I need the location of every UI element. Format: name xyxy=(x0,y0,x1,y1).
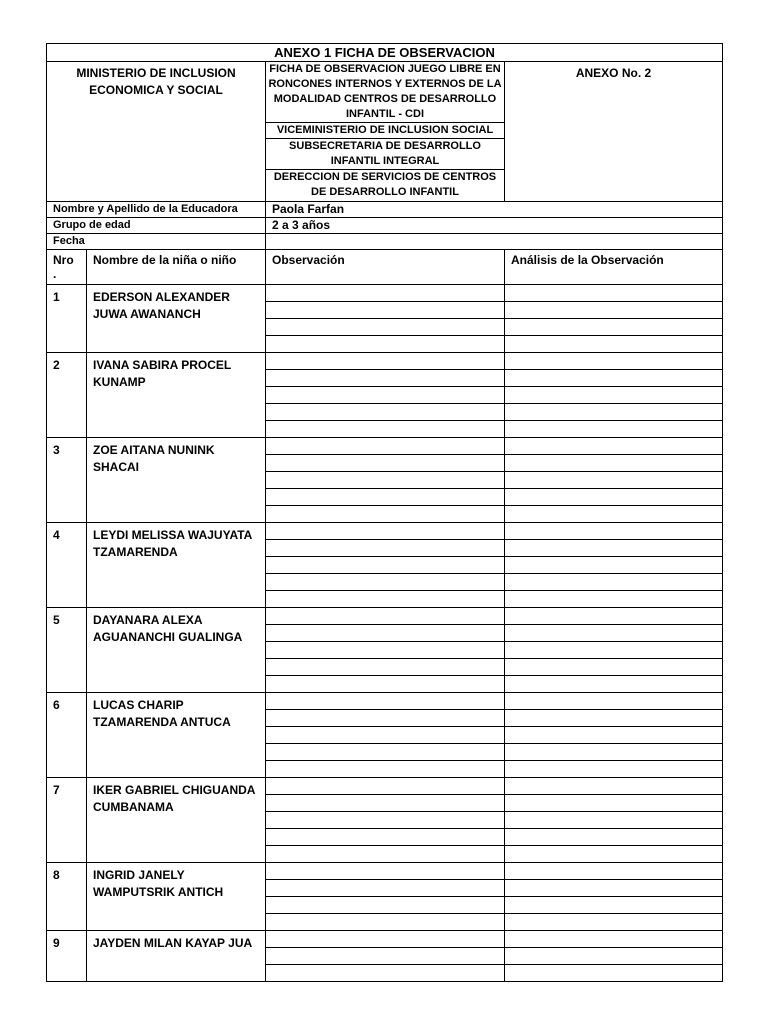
table-row xyxy=(47,778,723,795)
observation-cell[interactable] xyxy=(266,965,505,982)
table-row xyxy=(47,931,723,948)
analysis-cell[interactable] xyxy=(505,846,723,863)
child-number: 8 xyxy=(47,863,87,931)
educator-value: Paola Farfan xyxy=(266,202,723,218)
child-name: ZOE AITANA NUNINK SHACAI xyxy=(87,438,266,523)
analysis-cell[interactable] xyxy=(505,319,723,336)
child-name: JAYDEN MILAN KAYAP JUA xyxy=(87,931,266,982)
observation-cell[interactable] xyxy=(266,302,505,319)
table-row xyxy=(47,693,723,710)
analysis-cell[interactable] xyxy=(505,540,723,557)
age-group-value: 2 a 3 años xyxy=(266,218,723,234)
analysis-cell[interactable] xyxy=(505,948,723,965)
analysis-cell[interactable] xyxy=(505,693,723,710)
analysis-cell[interactable] xyxy=(505,625,723,642)
date-label: Fecha xyxy=(47,234,266,250)
observation-cell[interactable] xyxy=(266,727,505,744)
table-row xyxy=(47,608,723,625)
observation-cell[interactable] xyxy=(266,659,505,676)
analysis-cell[interactable] xyxy=(505,761,723,778)
analysis-cell[interactable] xyxy=(505,676,723,693)
analysis-cell[interactable] xyxy=(505,285,723,302)
table-row xyxy=(47,863,723,880)
observation-cell[interactable] xyxy=(266,523,505,540)
analysis-cell[interactable] xyxy=(505,863,723,880)
analysis-cell[interactable] xyxy=(505,574,723,591)
analysis-cell[interactable] xyxy=(505,965,723,982)
child-number: 6 xyxy=(47,693,87,778)
observation-cell[interactable] xyxy=(266,761,505,778)
child-number: 1 xyxy=(47,285,87,353)
analysis-cell[interactable] xyxy=(505,523,723,540)
analysis-cell[interactable] xyxy=(505,880,723,897)
observation-cell[interactable] xyxy=(266,829,505,846)
observation-cell[interactable] xyxy=(266,948,505,965)
child-name: INGRID JANELY WAMPUTSRIK ANTICH xyxy=(87,863,266,931)
observation-cell[interactable] xyxy=(266,591,505,608)
observation-cell[interactable] xyxy=(266,778,505,795)
analysis-cell[interactable] xyxy=(505,438,723,455)
ministry-name: MINISTERIO DE INCLUSION ECONOMICA Y SOCIAL xyxy=(47,62,266,202)
analysis-cell[interactable] xyxy=(505,659,723,676)
column-header-observation: Observación xyxy=(266,250,505,285)
observation-cell[interactable] xyxy=(266,353,505,370)
table-row xyxy=(47,353,723,370)
institution-block xyxy=(266,62,504,200)
analysis-cell[interactable] xyxy=(505,387,723,404)
table-row xyxy=(47,285,723,302)
analysis-cell[interactable] xyxy=(505,727,723,744)
observation-cell[interactable] xyxy=(266,370,505,387)
child-number: 7 xyxy=(47,778,87,863)
subsecretaria: SUBSECRETARIA DE DESARROLLO INFANTIL INTEGRAL xyxy=(266,139,504,170)
observation-cell[interactable] xyxy=(266,880,505,897)
form-header-table xyxy=(46,43,723,202)
observation-cell[interactable] xyxy=(266,421,505,438)
direccion: DERECCION DE SERVICIOS DE CENTROS DE DESARROLLO INFANTIL xyxy=(273,171,497,198)
column-header-name: Nombre de la niña o niño xyxy=(87,250,266,285)
column-header-analysis: Análisis de la Observación xyxy=(505,250,723,285)
educator-label: Nombre y Apellido de la Educadora xyxy=(47,202,266,218)
analysis-cell[interactable] xyxy=(505,506,723,523)
observation-cell[interactable] xyxy=(266,710,505,727)
analysis-cell[interactable] xyxy=(505,455,723,472)
observation-sheet xyxy=(46,43,722,982)
observation-cell[interactable] xyxy=(266,489,505,506)
observation-table xyxy=(46,249,723,982)
analysis-cell[interactable] xyxy=(505,370,723,387)
child-name: LEYDI MELISSA WAJUYATA TZAMARENDA xyxy=(87,523,266,608)
observation-cell[interactable] xyxy=(266,285,505,302)
analysis-cell[interactable] xyxy=(505,421,723,438)
annex-number: ANEXO No. 2 xyxy=(505,62,723,202)
observation-cell[interactable] xyxy=(266,625,505,642)
child-name: LUCAS CHARIP TZAMARENDA ANTUCA xyxy=(87,693,266,778)
analysis-cell[interactable] xyxy=(505,489,723,506)
observation-cell[interactable] xyxy=(266,931,505,948)
observation-cell[interactable] xyxy=(266,795,505,812)
meta-table xyxy=(46,201,723,250)
observation-cell[interactable] xyxy=(266,574,505,591)
age-group-label: Grupo de edad xyxy=(47,218,266,234)
child-name: IKER GABRIEL CHIGUANDA CUMBANAMA xyxy=(87,778,266,863)
observation-cell[interactable] xyxy=(266,319,505,336)
analysis-cell[interactable] xyxy=(505,829,723,846)
observation-cell[interactable] xyxy=(266,812,505,829)
analysis-cell[interactable] xyxy=(505,812,723,829)
child-number: 9 xyxy=(47,931,87,982)
viceministry: VICEMINISTERIO DE INCLUSION SOCIAL xyxy=(266,123,504,139)
child-number: 2 xyxy=(47,353,87,438)
observation-cell[interactable] xyxy=(266,540,505,557)
analysis-cell[interactable] xyxy=(505,778,723,795)
table-row xyxy=(47,438,723,455)
analysis-cell[interactable] xyxy=(505,302,723,319)
observation-cell[interactable] xyxy=(266,506,505,523)
ficha-title: FICHA DE OBSERVACION JUEGO LIBRE EN RONCONES INTERNOS Y EXTERNOS DE LA MODALIDAD CENTROS DE DESARROLLO INFANTIL - CDI xyxy=(266,62,504,123)
analysis-cell[interactable] xyxy=(505,795,723,812)
analysis-cell[interactable] xyxy=(505,557,723,574)
column-header-nro: Nro . xyxy=(47,250,87,285)
child-number: 3 xyxy=(47,438,87,523)
child-number: 5 xyxy=(47,608,87,693)
analysis-cell[interactable] xyxy=(505,404,723,421)
analysis-cell[interactable] xyxy=(505,353,723,370)
analysis-cell[interactable] xyxy=(505,914,723,931)
analysis-cell[interactable] xyxy=(505,472,723,489)
child-number: 4 xyxy=(47,523,87,608)
observation-cell[interactable] xyxy=(266,387,505,404)
observation-cell[interactable] xyxy=(266,472,505,489)
observation-cell[interactable] xyxy=(266,438,505,455)
observation-cell[interactable] xyxy=(266,897,505,914)
analysis-cell[interactable] xyxy=(505,897,723,914)
observation-cell[interactable] xyxy=(266,914,505,931)
child-name: IVANA SABIRA PROCEL KUNAMP xyxy=(87,353,266,438)
observation-cell[interactable] xyxy=(266,744,505,761)
observation-cell[interactable] xyxy=(266,846,505,863)
observation-cell[interactable] xyxy=(266,863,505,880)
date-value xyxy=(266,234,723,250)
analysis-cell[interactable] xyxy=(505,931,723,948)
observation-cell[interactable] xyxy=(266,455,505,472)
observation-cell[interactable] xyxy=(266,404,505,421)
analysis-cell[interactable] xyxy=(505,608,723,625)
child-name: EDERSON ALEXANDER JUWA AWANANCH xyxy=(87,285,266,353)
observation-cell[interactable] xyxy=(266,608,505,625)
analysis-cell[interactable] xyxy=(505,591,723,608)
observation-cell[interactable] xyxy=(266,693,505,710)
analysis-cell[interactable] xyxy=(505,336,723,353)
analysis-cell[interactable] xyxy=(505,642,723,659)
observation-cell[interactable] xyxy=(266,557,505,574)
analysis-cell[interactable] xyxy=(505,744,723,761)
child-name: DAYANARA ALEXA AGUANANCHI GUALINGA xyxy=(87,608,266,693)
observation-cell[interactable] xyxy=(266,336,505,353)
analysis-cell[interactable] xyxy=(505,710,723,727)
observation-cell[interactable] xyxy=(266,642,505,659)
form-title: ANEXO 1 FICHA DE OBSERVACION xyxy=(47,44,723,62)
table-row xyxy=(47,523,723,540)
observation-cell[interactable] xyxy=(266,676,505,693)
